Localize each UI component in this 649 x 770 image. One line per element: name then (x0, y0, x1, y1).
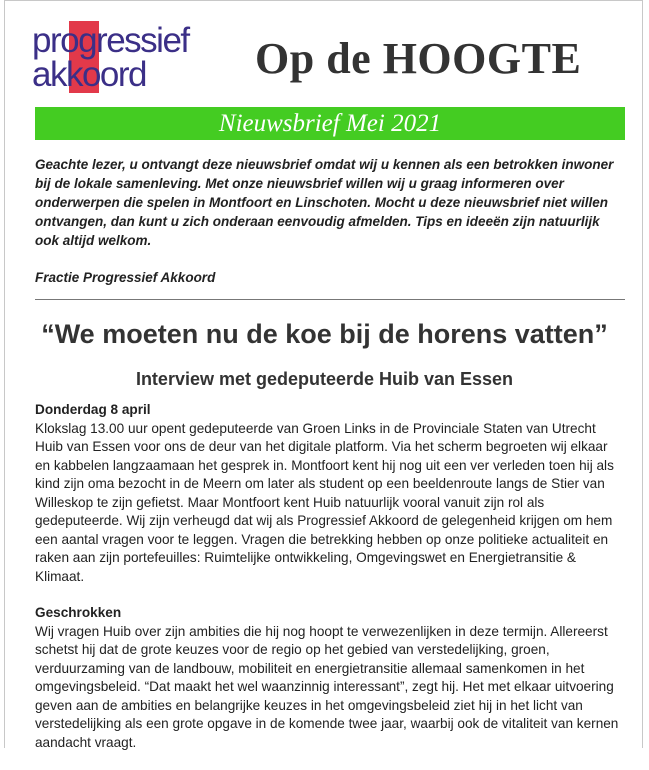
logo-text-bottom: akkoord (32, 55, 147, 94)
article-section (35, 401, 625, 586)
header (5, 1, 642, 101)
section-divider (35, 299, 625, 300)
intro-signature: Fractie Progressief Akkoord (35, 270, 216, 285)
section-heading: Geschrokken (35, 605, 122, 620)
intro-block (35, 155, 625, 305)
newsletter-title: Op de HOOGTE (255, 34, 582, 83)
intro-paragraph: Geachte lezer, u ontvangt deze nieuwsbrief omdat wij u kennen als een betrokken inwoner bij de lokale samenleving. Met onze nieuwsbrief willen wij u graag informeren over onderwerpen die spelen in Montfoort en Linschoten. Mocht u deze nieuwsbrief niet willen ontvangen, dan kunt u zich onderaan eenvoudig afmelden. Tips en ideeën zijn natuurlijk ook altijd welkom. (35, 157, 614, 248)
section-heading: Donderdag 8 april (35, 402, 151, 417)
article-section (35, 604, 625, 752)
article-body (35, 401, 625, 770)
article-headline: “We moeten nu de koe bij de horens vatten” (41, 319, 608, 349)
section-text: Klokslag 13.00 uur opent gedeputeerde van Groen Links in de Provinciale Staten van Utrecht Huib van Essen voor ons de deur van het digitale platform. Via het scherm begroeten wij elkaar en kabbelen langzaamaan het gesprek in. Montfoort kent hij nog uit een ver verleden toen hij als kind zijn oma bezocht in de Meern om later als student op een beeldenroute langs de Stier van Willeskop te zijn gefietst. Maar Montfoort kent Huib natuurlijk vooral vanuit zijn rol als gedeputeerde. Wij zijn verheugd dat wij als Progressief Akkoord de gelegenheid krijgen om hem een aantal vragen voor te leggen. Vragen die betrekking hebben op onze politieke actualiteit en raken aan zijn portefeuilles: Ruimtelijke ontwikkeling, Omgevingswet en Energietransitie & Klimaat. (35, 420, 614, 584)
issue-banner: Nieuwsbrief Mei 2021 (35, 107, 625, 140)
progressief-akkoord-logo (32, 19, 212, 94)
article-subheadline: Interview met gedeputeerde Huib van Essen (135, 369, 514, 389)
section-text: Wij vragen Huib over zijn ambities die hij nog hoopt te verwezenlijken in deze termijn. Allereerst schetst hij dat de grote keuzes voor de regio op het gebied van verstedelijking, groen, verduurzaming van de landbouw, mobiliteit en energietransitie allemaal samenkomen in het omgevingsbeleid. “Dat maakt het wel waanzinnig interessant”, zegt hij. Het met elkaar uitvoering geven aan de ambities en belangrijke keuzes in het omgevingsbeleid ziet hij in het licht van verstedelijking als een grote opgave in de komende twee jaar, waarbij ook de vitaliteit van kernen aandacht vraagt. (35, 623, 619, 750)
newsletter-page (4, 0, 643, 748)
logo-text-top: progressief (32, 21, 189, 60)
